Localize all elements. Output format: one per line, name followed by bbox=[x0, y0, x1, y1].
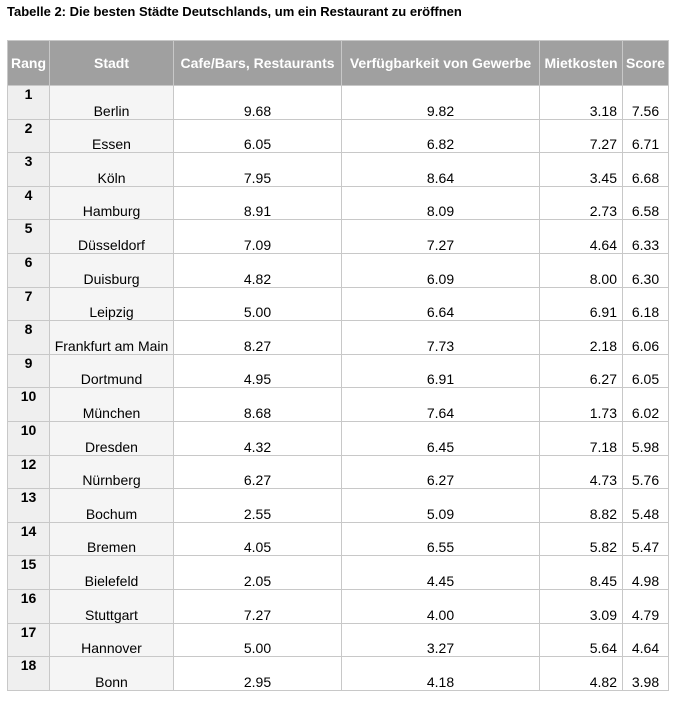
city-cell: Berlin bbox=[50, 86, 174, 120]
rent-cell: 3.09 bbox=[540, 589, 623, 623]
rank-cell: 3 bbox=[8, 153, 50, 187]
availability-cell: 3.27 bbox=[342, 623, 540, 657]
rent-cell: 3.45 bbox=[540, 153, 623, 187]
rank-cell: 6 bbox=[8, 253, 50, 287]
rent-cell: 3.18 bbox=[540, 86, 623, 120]
table-row bbox=[8, 388, 669, 422]
cafes-cell: 8.68 bbox=[174, 388, 342, 422]
cafes-cell: 7.27 bbox=[174, 589, 342, 623]
availability-cell: 5.09 bbox=[342, 489, 540, 523]
city-cell: Nürnberg bbox=[50, 455, 174, 489]
table-row bbox=[8, 253, 669, 287]
table-body bbox=[8, 86, 669, 691]
rent-cell: 4.64 bbox=[540, 220, 623, 254]
availability-cell: 6.91 bbox=[342, 354, 540, 388]
cafes-cell: 6.05 bbox=[174, 119, 342, 153]
score-cell: 5.48 bbox=[623, 489, 669, 523]
city-cell: Bielefeld bbox=[50, 556, 174, 590]
rank-cell: 8 bbox=[8, 321, 50, 355]
rent-cell: 4.82 bbox=[540, 657, 623, 691]
rank-cell: 1 bbox=[8, 86, 50, 120]
score-cell: 5.47 bbox=[623, 522, 669, 556]
table-row bbox=[8, 287, 669, 321]
cafes-cell: 5.00 bbox=[174, 623, 342, 657]
table-row bbox=[8, 421, 669, 455]
cafes-cell: 7.09 bbox=[174, 220, 342, 254]
table-row bbox=[8, 86, 669, 120]
city-ranking-table bbox=[7, 40, 669, 691]
availability-cell: 6.55 bbox=[342, 522, 540, 556]
header-score: Score bbox=[623, 41, 669, 86]
table-row bbox=[8, 589, 669, 623]
rank-cell: 5 bbox=[8, 220, 50, 254]
cafes-cell: 8.91 bbox=[174, 186, 342, 220]
rank-cell: 13 bbox=[8, 489, 50, 523]
city-cell: Bochum bbox=[50, 489, 174, 523]
score-cell: 6.18 bbox=[623, 287, 669, 321]
cafes-cell: 4.95 bbox=[174, 354, 342, 388]
availability-cell: 6.82 bbox=[342, 119, 540, 153]
availability-cell: 7.64 bbox=[342, 388, 540, 422]
cafes-cell: 7.95 bbox=[174, 153, 342, 187]
rent-cell: 8.82 bbox=[540, 489, 623, 523]
header-rank: Rang bbox=[8, 41, 50, 86]
score-cell: 6.05 bbox=[623, 354, 669, 388]
rank-cell: 12 bbox=[8, 455, 50, 489]
availability-cell: 7.73 bbox=[342, 321, 540, 355]
rent-cell: 8.00 bbox=[540, 253, 623, 287]
table-row bbox=[8, 119, 669, 153]
header-rent: Mietkosten bbox=[540, 41, 623, 86]
table-row bbox=[8, 220, 669, 254]
cafes-cell: 2.55 bbox=[174, 489, 342, 523]
rent-cell: 2.73 bbox=[540, 186, 623, 220]
availability-cell: 7.27 bbox=[342, 220, 540, 254]
rank-cell: 16 bbox=[8, 589, 50, 623]
rent-cell: 7.27 bbox=[540, 119, 623, 153]
rank-cell: 9 bbox=[8, 354, 50, 388]
availability-cell: 9.82 bbox=[342, 86, 540, 120]
rent-cell: 1.73 bbox=[540, 388, 623, 422]
table-row bbox=[8, 657, 669, 691]
header-city: Stadt bbox=[50, 41, 174, 86]
rank-cell: 10 bbox=[8, 388, 50, 422]
rent-cell: 8.45 bbox=[540, 556, 623, 590]
city-cell: Duisburg bbox=[50, 253, 174, 287]
score-cell: 6.68 bbox=[623, 153, 669, 187]
table-row bbox=[8, 321, 669, 355]
table-row bbox=[8, 153, 669, 187]
rank-cell: 15 bbox=[8, 556, 50, 590]
rank-cell: 17 bbox=[8, 623, 50, 657]
city-cell: Düsseldorf bbox=[50, 220, 174, 254]
cafes-cell: 9.68 bbox=[174, 86, 342, 120]
score-cell: 4.98 bbox=[623, 556, 669, 590]
rent-cell: 7.18 bbox=[540, 421, 623, 455]
score-cell: 3.98 bbox=[623, 657, 669, 691]
city-cell: Stuttgart bbox=[50, 589, 174, 623]
cafes-cell: 8.27 bbox=[174, 321, 342, 355]
rank-cell: 2 bbox=[8, 119, 50, 153]
city-cell: Bonn bbox=[50, 657, 174, 691]
availability-cell: 6.27 bbox=[342, 455, 540, 489]
cafes-cell: 4.82 bbox=[174, 253, 342, 287]
score-cell: 5.76 bbox=[623, 455, 669, 489]
table-caption: Tabelle 2: Die besten Städte Deutschlands, um ein Restaurant zu eröffnen bbox=[7, 4, 462, 19]
rank-cell: 14 bbox=[8, 522, 50, 556]
score-cell: 4.64 bbox=[623, 623, 669, 657]
score-cell: 6.33 bbox=[623, 220, 669, 254]
city-cell: Bremen bbox=[50, 522, 174, 556]
city-cell: München bbox=[50, 388, 174, 422]
availability-cell: 4.18 bbox=[342, 657, 540, 691]
availability-cell: 6.09 bbox=[342, 253, 540, 287]
rent-cell: 6.27 bbox=[540, 354, 623, 388]
score-cell: 4.79 bbox=[623, 589, 669, 623]
availability-cell: 8.09 bbox=[342, 186, 540, 220]
city-cell: Dresden bbox=[50, 421, 174, 455]
table-row bbox=[8, 354, 669, 388]
table-row bbox=[8, 522, 669, 556]
city-cell: Frankfurt am Main bbox=[50, 321, 174, 355]
score-cell: 7.56 bbox=[623, 86, 669, 120]
rent-cell: 4.73 bbox=[540, 455, 623, 489]
cafes-cell: 6.27 bbox=[174, 455, 342, 489]
rent-cell: 5.64 bbox=[540, 623, 623, 657]
rent-cell: 6.91 bbox=[540, 287, 623, 321]
rent-cell: 5.82 bbox=[540, 522, 623, 556]
rank-cell: 10 bbox=[8, 421, 50, 455]
city-cell: Essen bbox=[50, 119, 174, 153]
score-cell: 5.98 bbox=[623, 421, 669, 455]
cafes-cell: 2.95 bbox=[174, 657, 342, 691]
score-cell: 6.02 bbox=[623, 388, 669, 422]
table-row bbox=[8, 455, 669, 489]
city-cell: Hamburg bbox=[50, 186, 174, 220]
availability-cell: 4.00 bbox=[342, 589, 540, 623]
rank-cell: 18 bbox=[8, 657, 50, 691]
availability-cell: 6.64 bbox=[342, 287, 540, 321]
cafes-cell: 2.05 bbox=[174, 556, 342, 590]
rent-cell: 2.18 bbox=[540, 321, 623, 355]
rank-cell: 4 bbox=[8, 186, 50, 220]
city-cell: Dortmund bbox=[50, 354, 174, 388]
city-cell: Leipzig bbox=[50, 287, 174, 321]
table-row bbox=[8, 186, 669, 220]
cafes-cell: 5.00 bbox=[174, 287, 342, 321]
cafes-cell: 4.32 bbox=[174, 421, 342, 455]
table-row bbox=[8, 623, 669, 657]
header-availability: Verfügbarkeit von Gewerbe bbox=[342, 41, 540, 86]
score-cell: 6.71 bbox=[623, 119, 669, 153]
availability-cell: 6.45 bbox=[342, 421, 540, 455]
score-cell: 6.58 bbox=[623, 186, 669, 220]
city-cell: Hannover bbox=[50, 623, 174, 657]
rank-cell: 7 bbox=[8, 287, 50, 321]
city-cell: Köln bbox=[50, 153, 174, 187]
score-cell: 6.30 bbox=[623, 253, 669, 287]
availability-cell: 8.64 bbox=[342, 153, 540, 187]
header-row bbox=[8, 41, 669, 86]
cafes-cell: 4.05 bbox=[174, 522, 342, 556]
header-cafes: Cafe/Bars, Restaurants bbox=[174, 41, 342, 86]
score-cell: 6.06 bbox=[623, 321, 669, 355]
availability-cell: 4.45 bbox=[342, 556, 540, 590]
table-row bbox=[8, 556, 669, 590]
table-row bbox=[8, 489, 669, 523]
